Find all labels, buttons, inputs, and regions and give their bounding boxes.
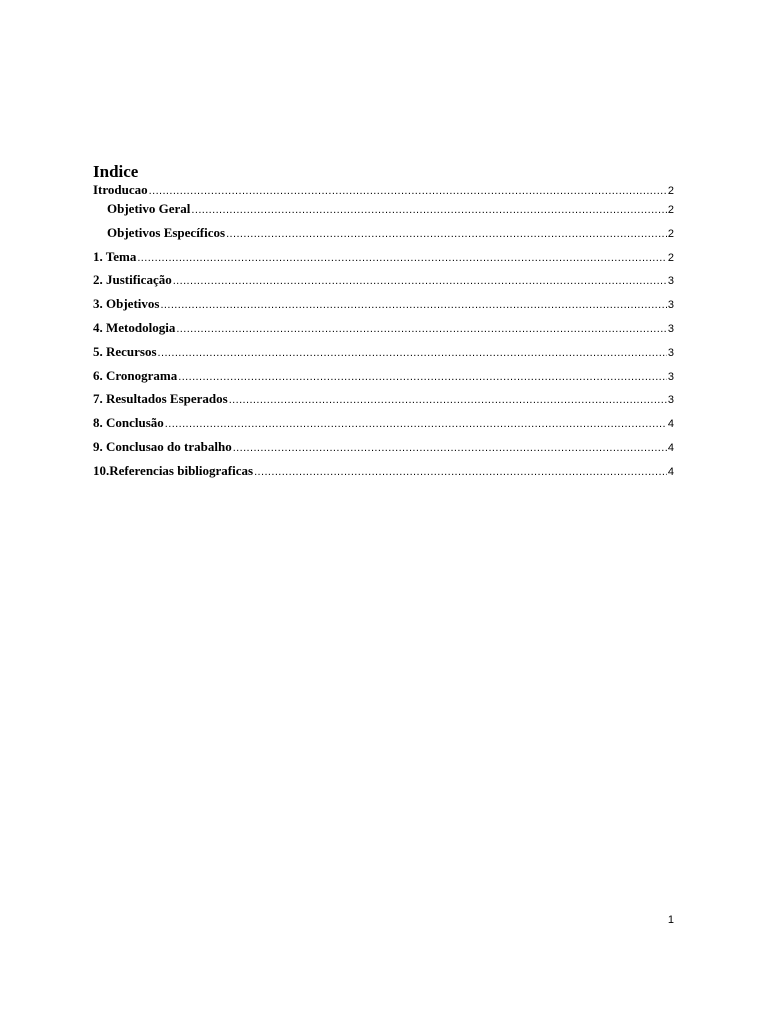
toc-entry-tema[interactable] <box>93 249 674 273</box>
toc-entry-objetivo-geral[interactable] <box>93 201 674 225</box>
toc-entry-page: 3 <box>667 346 674 359</box>
toc-entry-cronograma[interactable] <box>93 368 674 392</box>
toc-entry-title: 9. Conclusao do trabalho <box>93 438 232 454</box>
toc-dot-leader <box>160 299 666 311</box>
toc-dot-leader <box>165 418 667 430</box>
toc-entry-title: Itroducao <box>93 182 148 197</box>
toc-dot-leader <box>233 442 667 454</box>
toc-entry-page: 3 <box>667 299 674 312</box>
toc-dot-leader <box>176 323 667 335</box>
toc-entry-conclusao-do-trabalho[interactable] <box>93 439 674 463</box>
toc-entry-objetivos-especificos[interactable] <box>93 225 674 249</box>
toc-entry-title: 3. Objetivos <box>93 296 160 312</box>
toc-list <box>93 182 674 487</box>
toc-entry-objetivos[interactable] <box>93 296 674 320</box>
toc-entry-page: 3 <box>667 370 674 383</box>
toc-entry-title: Objetivos Específicos <box>107 224 226 240</box>
toc-dot-leader <box>229 394 667 406</box>
toc-entry-page: 4 <box>667 465 674 478</box>
table-of-contents <box>93 162 674 487</box>
toc-entry-page: 3 <box>667 322 674 335</box>
toc-entry-page: 3 <box>667 394 674 407</box>
toc-entry-title: 10.Referencias bibliograficas <box>93 462 254 478</box>
toc-entry-referencias-bibliograficas[interactable] <box>93 463 674 487</box>
toc-entry-page: 3 <box>667 275 674 288</box>
toc-dot-leader <box>158 347 667 359</box>
toc-dot-leader <box>226 228 667 240</box>
toc-entry-title: 1. Tema <box>93 248 137 264</box>
toc-heading: Indice <box>93 162 139 181</box>
toc-entry-metodologia[interactable] <box>93 320 674 344</box>
toc-entry-page: 2 <box>667 185 674 197</box>
toc-entry-page: 4 <box>667 418 674 431</box>
toc-entry-title: 4. Metodologia <box>93 319 176 335</box>
toc-entry-page: 2 <box>667 204 674 216</box>
toc-dot-leader <box>254 466 667 478</box>
toc-entry-introducao[interactable] <box>93 182 674 201</box>
toc-dot-leader <box>191 204 666 216</box>
toc-entry-title: 2. Justificação <box>93 272 172 288</box>
toc-entry-title: 6. Cronograma <box>93 367 178 383</box>
toc-dot-leader <box>149 185 667 197</box>
toc-entry-page: 2 <box>667 227 674 240</box>
toc-entry-resultados-esperados[interactable] <box>93 391 674 415</box>
toc-dot-leader <box>173 275 667 287</box>
toc-entry-title: Objetivo Geral <box>107 201 191 216</box>
toc-entry-justificacao[interactable] <box>93 272 674 296</box>
toc-dot-leader <box>178 371 667 383</box>
toc-entry-conclusao[interactable] <box>93 415 674 439</box>
toc-entry-title: 5. Recursos <box>93 343 157 359</box>
toc-dot-leader <box>137 252 667 264</box>
toc-entry-page: 2 <box>667 251 674 264</box>
toc-entry-recursos[interactable] <box>93 344 674 368</box>
toc-entry-title: 7. Resultados Esperados <box>93 391 228 407</box>
toc-entry-page: 4 <box>667 441 674 454</box>
toc-entry-title: 8. Conclusão <box>93 415 164 431</box>
page-number: 1 <box>667 914 674 926</box>
